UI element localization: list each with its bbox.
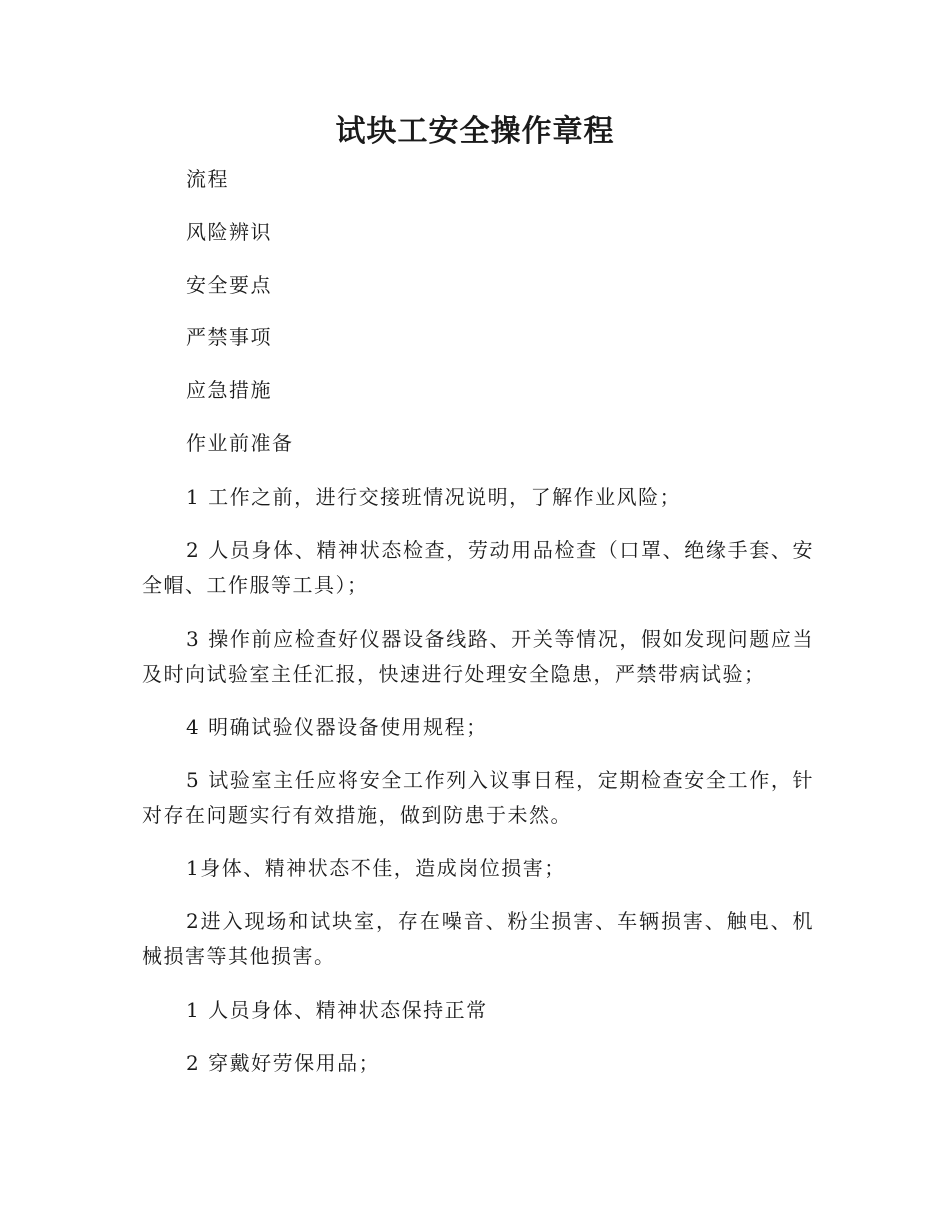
document-body — [142, 162, 814, 1081]
paragraph-risk-identification: 风险辨识 — [186, 220, 272, 244]
paragraph-prep-item-4: 4 明确试验仪器设备使用规程； — [186, 715, 488, 739]
paragraph-risk-item-1: 1身体、精神状态不佳，造成岗位损害； — [186, 856, 566, 880]
paragraph-prep-item-5: 5 试验室主任应将安全工作列入议事日程，定期检查安全工作，针对存在问题实行有效措施，做到防患于未然。 — [142, 768, 814, 827]
paragraph-emergency-measures: 应急措施 — [186, 378, 272, 402]
paragraph-safety-item-2: 2 穿戴好劳保用品； — [186, 1051, 381, 1075]
paragraph-prohibited-items: 严禁事项 — [186, 325, 272, 349]
paragraph-safety-item-1: 1 人员身体、精神状态保持正常 — [186, 998, 488, 1022]
document-title: 试块工安全操作章程 — [335, 114, 615, 149]
paragraph-prep-item-2: 2 人员身体、精神状态检查，劳动用品检查（口罩、绝缘手套、安全帽、工作服等工具）； — [142, 538, 814, 597]
paragraph-pre-work-preparation: 作业前准备 — [186, 431, 294, 455]
paragraph-safety-points: 安全要点 — [186, 273, 272, 297]
paragraph-prep-item-3: 3 操作前应检查好仪器设备线路、开关等情况，假如发现问题应当及时向试验室主任汇报，快速进行处理安全隐患，严禁带病试验； — [142, 627, 814, 686]
paragraph-prep-item-1: 1 工作之前，进行交接班情况说明，了解作业风险； — [186, 485, 682, 509]
paragraph-risk-item-2: 2进入现场和试块室，存在噪音、粉尘损害、车辆损害、触电、机械损害等其他损害。 — [142, 909, 814, 968]
paragraph-flow: 流程 — [186, 167, 229, 191]
